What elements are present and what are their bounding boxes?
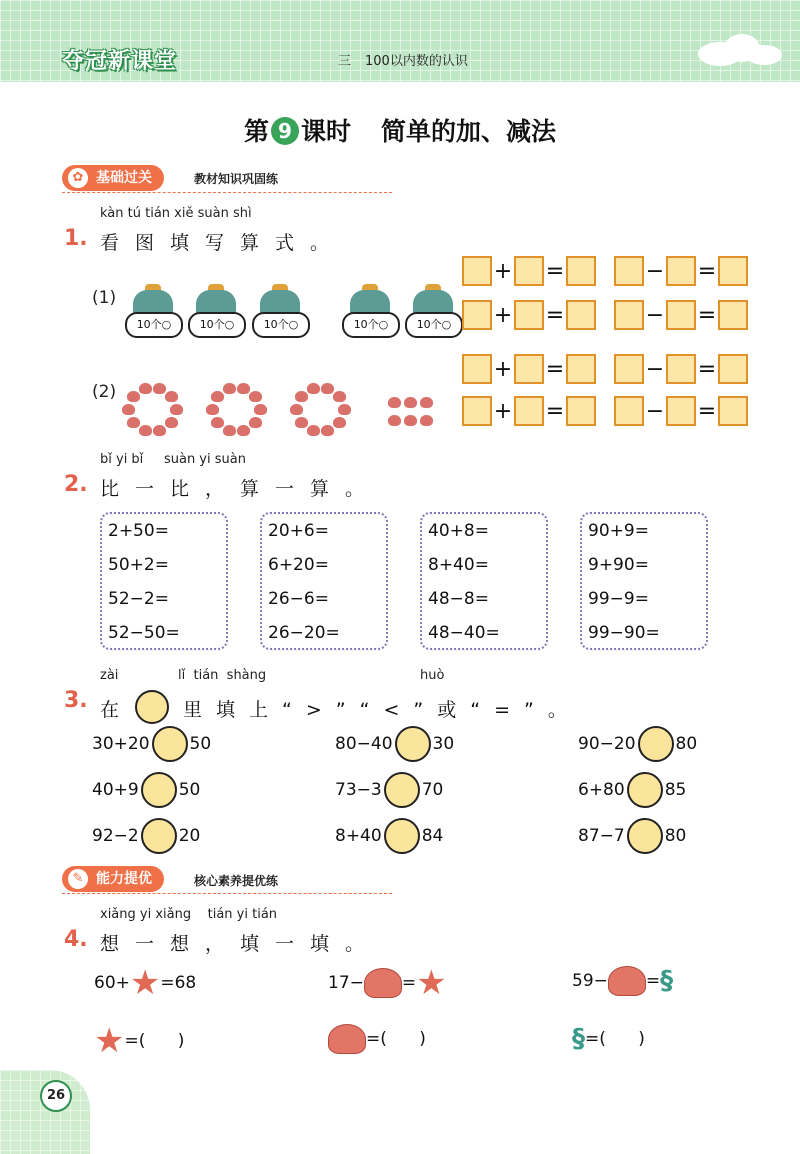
puzzle-eq-3: 59− =§ xyxy=(572,966,674,996)
compare-item xyxy=(335,726,454,762)
section-subtitle: 核心素养提优练 xyxy=(194,874,279,888)
compare-item xyxy=(335,772,443,808)
equation-row: − = xyxy=(614,300,748,330)
answer-box[interactable] xyxy=(614,300,644,330)
equation-row: − = xyxy=(614,396,748,426)
answer-box[interactable] xyxy=(566,354,596,384)
shell xyxy=(295,391,308,402)
q3-number: 3. xyxy=(64,688,88,713)
calc-item[interactable]: 48−8= xyxy=(428,589,489,609)
compare-circle[interactable] xyxy=(141,772,177,808)
lesson-title xyxy=(0,112,800,148)
compare-right: 30 xyxy=(432,734,455,754)
shell xyxy=(333,417,346,428)
page-number: 26 xyxy=(40,1080,72,1112)
compare-left: 92−2 xyxy=(92,826,139,846)
compare-grid xyxy=(92,726,742,866)
compare-circle[interactable] xyxy=(384,772,420,808)
calc-item[interactable]: 52−50= xyxy=(108,623,180,643)
compare-left: 80−40 xyxy=(335,734,393,754)
seahorse-icon: § xyxy=(660,966,674,996)
compare-circle[interactable] xyxy=(384,818,420,854)
brand-logo: 夺冠新课堂 xyxy=(62,49,178,74)
answer-box[interactable] xyxy=(666,354,696,384)
shell-groups xyxy=(120,375,450,445)
answer-box[interactable] xyxy=(514,300,544,330)
compare-right: 84 xyxy=(421,826,444,846)
equation-row: − = xyxy=(614,256,748,286)
starfish-icon: ★ xyxy=(416,963,447,1003)
money-bag: 10个○ xyxy=(188,290,244,350)
q1-text: 看图填写算式。 xyxy=(100,232,346,254)
compare-right: 80 xyxy=(664,826,687,846)
shell xyxy=(223,383,236,394)
compare-left: 73−3 xyxy=(335,780,382,800)
answer-box[interactable] xyxy=(514,256,544,286)
q3-pinyin-b: lǐ tián shàng xyxy=(178,668,267,683)
calc-item[interactable]: 48−40= xyxy=(428,623,500,643)
compare-right: 70 xyxy=(421,780,444,800)
equation-row: + = xyxy=(462,300,596,330)
answer-box[interactable] xyxy=(514,354,544,384)
compare-circle[interactable] xyxy=(141,818,177,854)
answer-box[interactable] xyxy=(718,354,748,384)
compare-right: 50 xyxy=(189,734,212,754)
shell xyxy=(165,417,178,428)
compare-item xyxy=(578,772,686,808)
answer-box[interactable] xyxy=(666,396,696,426)
compare-circle[interactable] xyxy=(152,726,188,762)
answer-box[interactable] xyxy=(718,256,748,286)
answer-box[interactable] xyxy=(718,396,748,426)
q2-pinyin: bǐ yi bǐ suàn yi suàn xyxy=(100,452,246,467)
compare-item xyxy=(578,726,697,762)
answer-box[interactable] xyxy=(462,396,492,426)
puzzle-eq-2: 17− =★ xyxy=(328,963,447,1003)
section-tag-advance xyxy=(62,866,164,892)
shell xyxy=(338,404,351,415)
compare-right: 85 xyxy=(664,780,687,800)
q2-number: 2. xyxy=(64,472,88,497)
shell xyxy=(404,415,417,426)
shell xyxy=(127,417,140,428)
q1-number: 1. xyxy=(64,226,88,251)
shell xyxy=(165,391,178,402)
compare-right: 80 xyxy=(675,734,698,754)
compare-item xyxy=(335,818,443,854)
compare-left: 8+40 xyxy=(335,826,382,846)
money-bag: 10个○ xyxy=(252,290,308,350)
divider xyxy=(62,192,392,193)
answer-box[interactable] xyxy=(614,354,644,384)
calc-item[interactable]: 40+8= xyxy=(428,521,489,541)
compare-item xyxy=(92,818,200,854)
section-tag-label: 能力提优 xyxy=(96,871,152,887)
shell-icon xyxy=(364,968,402,998)
compare-left: 40+9 xyxy=(92,780,139,800)
shell xyxy=(122,404,135,415)
answer-box[interactable] xyxy=(462,256,492,286)
equation-row: + = xyxy=(462,256,596,286)
compare-circle[interactable] xyxy=(638,726,674,762)
starfish-icon: ★ xyxy=(94,1021,125,1061)
section-subtitle: 教材知识巩固练 xyxy=(194,172,279,186)
equation-row: + = xyxy=(462,354,596,384)
section-tag-label: 基础过关 xyxy=(96,170,152,186)
compare-left: 87−7 xyxy=(578,826,625,846)
shell xyxy=(307,425,320,436)
calc-item[interactable]: 50+2= xyxy=(108,555,169,575)
calc-item[interactable]: 99−90= xyxy=(588,623,660,643)
calc-item[interactable]: 52−2= xyxy=(108,589,169,609)
q1-part2-label: (2) xyxy=(92,382,117,402)
calc-group xyxy=(580,512,708,650)
compare-item xyxy=(578,818,686,854)
seahorse-icon: § xyxy=(572,1024,585,1054)
compare-circle[interactable] xyxy=(627,772,663,808)
shell xyxy=(211,391,224,402)
shell xyxy=(388,415,401,426)
lesson-number: 9 xyxy=(271,117,299,145)
answer-box[interactable] xyxy=(718,300,748,330)
money-bag: 10个○ xyxy=(125,290,181,350)
shell xyxy=(139,425,152,436)
shell xyxy=(127,391,140,402)
shell xyxy=(249,417,262,428)
calc-item[interactable]: 90+9= xyxy=(588,521,649,541)
q3-text: 在 里填上“>”“<”或“=”。 xyxy=(100,690,581,724)
q4-text: 想一想，填一填。 xyxy=(100,933,381,955)
shell xyxy=(388,397,401,408)
divider xyxy=(62,893,392,894)
answer-box[interactable] xyxy=(514,396,544,426)
shell xyxy=(420,397,433,408)
shell xyxy=(254,404,267,415)
compare-left: 90−20 xyxy=(578,734,636,754)
shell xyxy=(237,425,250,436)
compare-left: 30+20 xyxy=(92,734,150,754)
calc-group xyxy=(420,512,548,650)
answer-box[interactable] xyxy=(462,354,492,384)
gear-icon: ✿ xyxy=(68,168,88,188)
q2-text: 比一比，算一算。 xyxy=(100,478,381,500)
answer-box[interactable] xyxy=(614,396,644,426)
shell xyxy=(307,383,320,394)
calc-item[interactable]: 26−20= xyxy=(268,623,340,643)
answer-box[interactable] xyxy=(666,300,696,330)
q3-pinyin-a: zài xyxy=(100,668,119,683)
compare-item xyxy=(92,726,211,762)
shell xyxy=(223,425,236,436)
q4-number: 4. xyxy=(64,927,88,952)
unit-heading xyxy=(338,50,482,69)
answer-shell[interactable]: =( ) xyxy=(328,1024,426,1054)
shell-icon xyxy=(608,966,646,996)
answer-starfish[interactable]: ★=( ) xyxy=(94,1021,185,1061)
q1-part1-label: (1) xyxy=(92,288,117,308)
pencil-icon: ✎ xyxy=(68,869,88,889)
shell-icon xyxy=(328,1024,366,1054)
equation-row: − = xyxy=(614,354,748,384)
calc-item[interactable]: 8+40= xyxy=(428,555,489,575)
shell xyxy=(153,425,166,436)
q3-pinyin-c: huò xyxy=(420,668,445,683)
shell xyxy=(295,417,308,428)
shell xyxy=(153,383,166,394)
calc-item[interactable]: 20+6= xyxy=(268,521,329,541)
shell xyxy=(170,404,183,415)
shell xyxy=(237,383,250,394)
shell xyxy=(333,391,346,402)
calc-item[interactable]: 99−9= xyxy=(588,589,649,609)
equation-row: + = xyxy=(462,396,596,426)
calc-item[interactable]: 9+90= xyxy=(588,555,649,575)
shell xyxy=(139,383,152,394)
shell xyxy=(404,397,417,408)
compare-right: 20 xyxy=(178,826,201,846)
lesson-suffix: 课时 xyxy=(300,117,351,146)
answer-box[interactable] xyxy=(566,300,596,330)
compare-right: 50 xyxy=(178,780,201,800)
section-tag-basic xyxy=(62,165,164,191)
q1-pinyin: kàn tú tián xiě suàn shì xyxy=(100,206,252,221)
shell xyxy=(211,417,224,428)
compare-item xyxy=(92,772,200,808)
calc-item[interactable]: 2+50= xyxy=(108,521,169,541)
answer-seahorse[interactable]: §=( ) xyxy=(572,1024,645,1054)
calc-item[interactable]: 6+20= xyxy=(268,555,329,575)
money-bag: 10个○ xyxy=(405,290,461,350)
shell xyxy=(290,404,303,415)
compare-left: 6+80 xyxy=(578,780,625,800)
unit-title: 100以内数的认识 xyxy=(365,54,468,69)
compare-circle[interactable] xyxy=(395,726,431,762)
lesson-prefix: 第 xyxy=(243,117,269,146)
shell xyxy=(206,404,219,415)
calc-group xyxy=(100,512,228,650)
shell xyxy=(321,383,334,394)
answer-box[interactable] xyxy=(566,256,596,286)
shell xyxy=(249,391,262,402)
shell xyxy=(321,425,334,436)
answer-box[interactable] xyxy=(566,396,596,426)
cloud-icon xyxy=(690,30,790,70)
answer-box[interactable] xyxy=(666,256,696,286)
compare-circle[interactable] xyxy=(627,818,663,854)
unit-number: 三 xyxy=(338,54,352,69)
money-bag: 10个○ xyxy=(342,290,398,350)
calc-item[interactable]: 26−6= xyxy=(268,589,329,609)
calc-group xyxy=(260,512,388,650)
answer-box[interactable] xyxy=(462,300,492,330)
q4-pinyin: xiǎng yi xiǎng tián yi tián xyxy=(100,907,278,922)
shell xyxy=(420,415,433,426)
starfish-icon: ★ xyxy=(129,963,161,1003)
answer-box[interactable] xyxy=(614,256,644,286)
lesson-name: 简单的加、减法 xyxy=(381,117,557,146)
puzzle-eq-1: 60+★=68 xyxy=(94,963,197,1003)
